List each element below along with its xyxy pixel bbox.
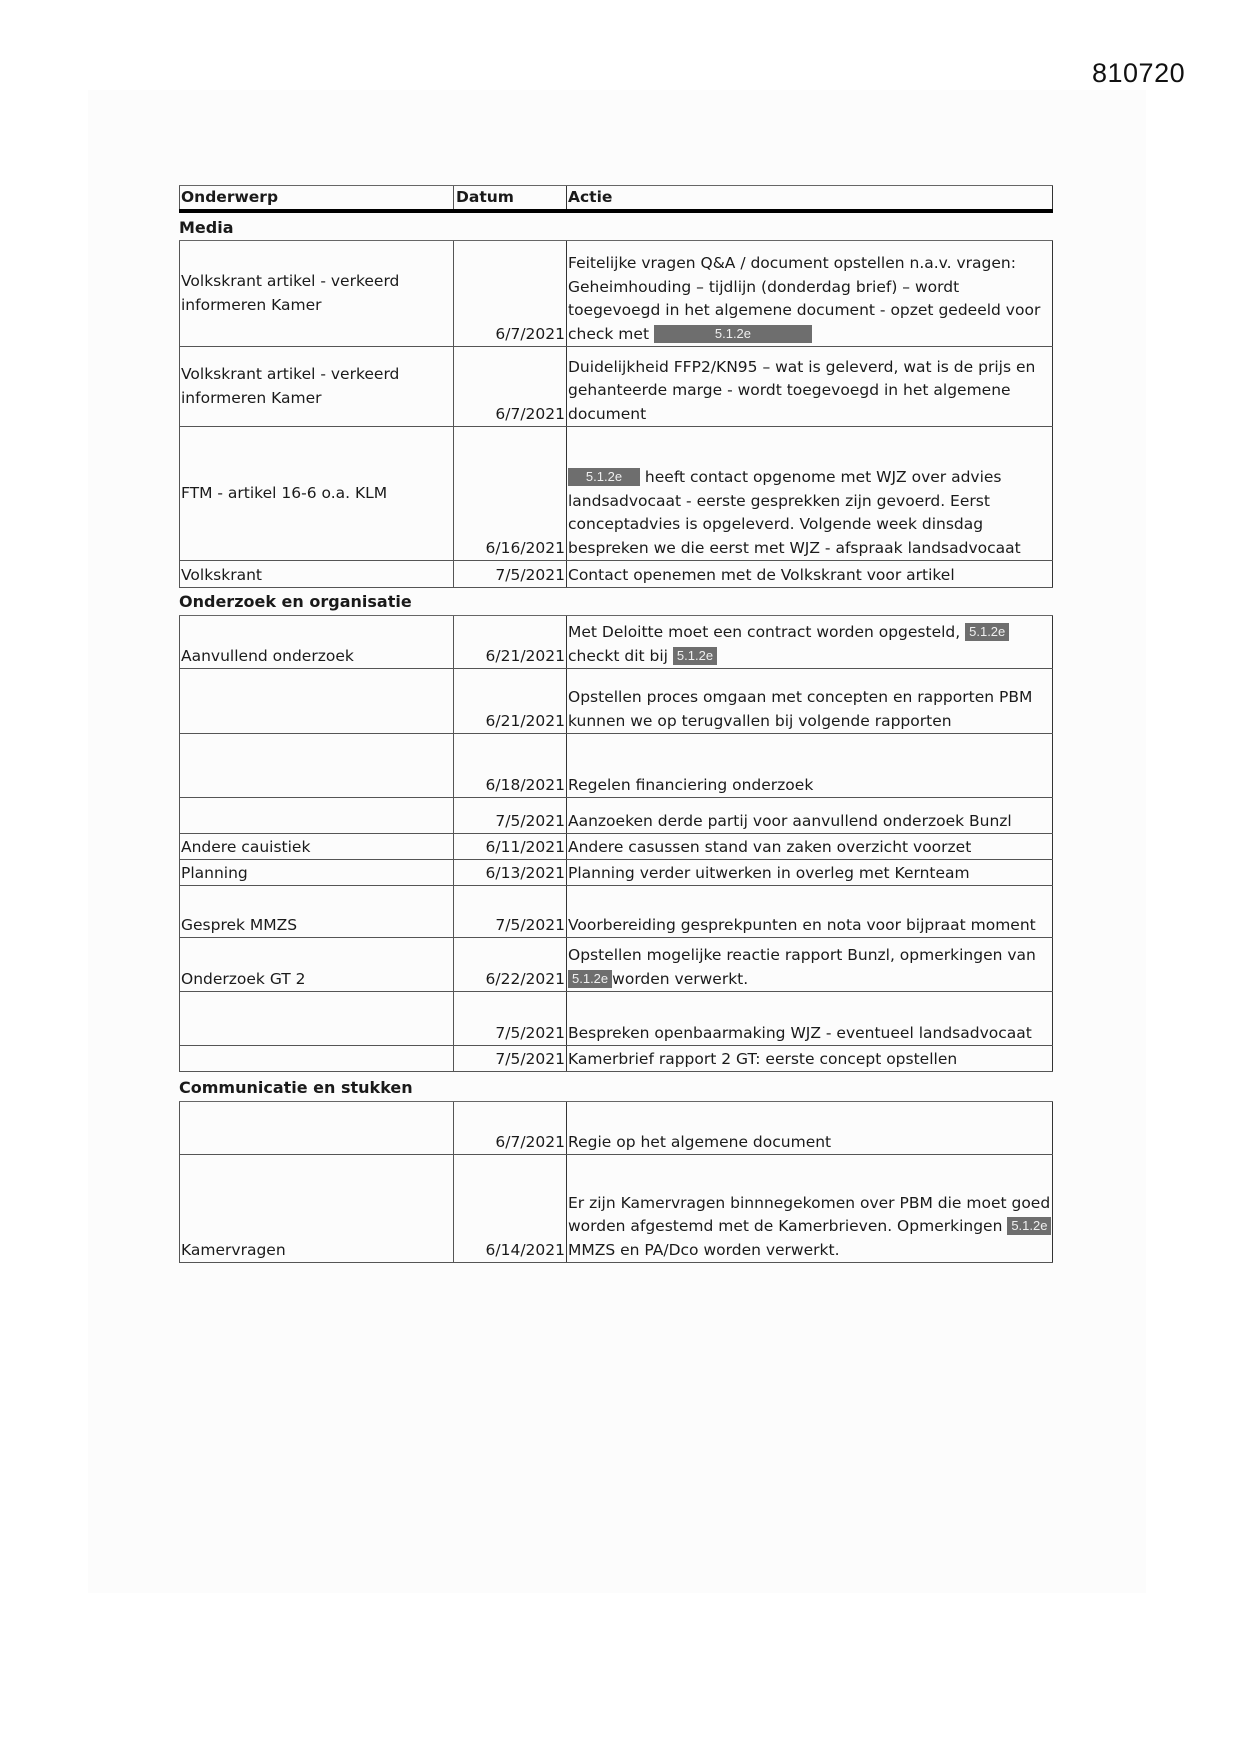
table-row bbox=[179, 561, 1053, 588]
table-row bbox=[179, 734, 1053, 798]
actie-text: Andere casussen stand van zaken overzicht voorzet bbox=[568, 837, 972, 856]
actie-text: Met Deloitte moet een contract worden opgesteld, bbox=[568, 623, 966, 641]
cell-actie bbox=[567, 1102, 1053, 1154]
table-row bbox=[179, 886, 1053, 938]
cell-onderwerp: Onderzoek GT 2 bbox=[179, 938, 454, 991]
redaction-block: 5.1.2e bbox=[965, 623, 1009, 641]
actie-text: checkt dit bij bbox=[568, 646, 673, 665]
actie-text: Er zijn Kamervragen binnnegekomen over PBM die moet goed worden afgestemd met de Kamerbrieven. Opmerkingen bbox=[568, 1193, 1051, 1235]
cell-onderwerp bbox=[179, 1102, 454, 1154]
document-number: 810720 bbox=[1092, 58, 1186, 88]
cell-datum: 6/7/2021 bbox=[454, 241, 567, 346]
table-row bbox=[179, 1155, 1053, 1263]
redaction-block: 5.1.2e bbox=[568, 468, 640, 486]
section-title-onderzoek: Onderzoek en organisatie bbox=[179, 592, 412, 611]
table-row bbox=[179, 798, 1053, 834]
table-row bbox=[179, 427, 1053, 561]
table-row bbox=[179, 1101, 1053, 1155]
cell-actie bbox=[567, 347, 1053, 426]
cell-datum: 6/21/2021 bbox=[454, 616, 567, 668]
cell-actie bbox=[567, 860, 1053, 885]
cell-onderwerp: Planning bbox=[179, 860, 454, 885]
cell-actie bbox=[567, 427, 1053, 560]
cell-actie bbox=[567, 1155, 1053, 1262]
cell-datum: 6/18/2021 bbox=[454, 734, 567, 797]
actie-text: Opstellen proces omgaan met concepten en rapporten PBM kunnen we op terugvallen bij volgende rapporten bbox=[568, 688, 1033, 730]
cell-actie bbox=[567, 798, 1053, 833]
cell-datum: 6/7/2021 bbox=[454, 347, 567, 426]
cell-onderwerp bbox=[179, 1046, 454, 1071]
table-row bbox=[179, 834, 1053, 860]
cell-actie bbox=[567, 734, 1053, 797]
redaction-block: 5.1.2e bbox=[654, 325, 812, 343]
cell-datum: 6/13/2021 bbox=[454, 860, 567, 885]
cell-onderwerp bbox=[179, 992, 454, 1045]
redaction-block: 5.1.2e bbox=[673, 647, 717, 665]
cell-actie bbox=[567, 834, 1053, 859]
cell-actie bbox=[567, 241, 1053, 346]
actie-text: MMZS en PA/Dco worden verwerkt. bbox=[568, 1240, 840, 1259]
cell-onderwerp bbox=[179, 734, 454, 797]
table-row bbox=[179, 347, 1053, 427]
cell-onderwerp bbox=[179, 669, 454, 733]
actie-text: Regie op het algemene document bbox=[568, 1132, 832, 1151]
cell-onderwerp bbox=[179, 798, 454, 833]
actie-text: Feitelijke vragen Q&A / document opstellen n.a.v. vragen: Geheimhouding – tijdlijn (donderdag brief) – wordt toegevoegd in het algemene document - opzet gedeeld voor check met bbox=[568, 254, 1041, 343]
cell-datum: 7/5/2021 bbox=[454, 992, 567, 1045]
cell-actie bbox=[567, 669, 1053, 733]
table-row bbox=[179, 240, 1053, 347]
cell-datum: 6/21/2021 bbox=[454, 669, 567, 733]
cell-actie bbox=[567, 1046, 1053, 1071]
actie-text: worden verwerkt. bbox=[612, 969, 749, 988]
cell-onderwerp: Volkskrant bbox=[179, 561, 454, 587]
cell-datum: 7/5/2021 bbox=[454, 1046, 567, 1071]
cell-onderwerp: Gesprek MMZS bbox=[179, 886, 454, 937]
cell-actie bbox=[567, 561, 1053, 587]
column-header-actie: Actie bbox=[567, 186, 1053, 209]
redaction-block: 5.1.2e bbox=[568, 970, 612, 988]
table-row bbox=[179, 615, 1053, 669]
table-row bbox=[179, 938, 1053, 992]
actie-text: Planning verder uitwerken in overleg met Kernteam bbox=[568, 863, 970, 882]
column-header-onderwerp: Onderwerp bbox=[179, 186, 454, 209]
cell-onderwerp: Andere cauistiek bbox=[179, 834, 454, 859]
cell-datum: 6/7/2021 bbox=[454, 1102, 567, 1154]
cell-datum: 7/5/2021 bbox=[454, 798, 567, 833]
actie-text: Aanzoeken derde partij voor aanvullend onderzoek Bunzl bbox=[568, 811, 1012, 830]
cell-actie bbox=[567, 616, 1053, 668]
cell-actie bbox=[567, 992, 1053, 1045]
actie-text: Regelen financiering onderzoek bbox=[568, 775, 814, 794]
cell-datum: 6/16/2021 bbox=[454, 427, 567, 560]
actie-text: Bespreken openbaarmaking WJZ - eventueel landsadvocaat bbox=[568, 1023, 1032, 1042]
cell-onderwerp: Volkskrant artikel - verkeerd informeren Kamer bbox=[179, 347, 454, 426]
cell-actie bbox=[567, 886, 1053, 937]
actie-text: Duidelijkheid FFP2/KN95 – wat is geleverd, wat is de prijs en gehanteerde marge - wordt toegevoegd in het algemene document bbox=[568, 357, 1036, 423]
actie-text: Voorbereiding gesprekpunten en nota voor bijpraat moment bbox=[568, 915, 1036, 934]
table-row bbox=[179, 860, 1053, 886]
actie-text: Kamerbrief rapport 2 GT: eerste concept opstellen bbox=[568, 1049, 958, 1068]
redaction-block: 5.1.2e bbox=[1007, 1217, 1051, 1235]
cell-onderwerp: Kamervragen bbox=[179, 1155, 454, 1262]
table-row bbox=[179, 669, 1053, 734]
cell-datum: 6/11/2021 bbox=[454, 834, 567, 859]
cell-onderwerp: Aanvullend onderzoek bbox=[179, 616, 454, 668]
cell-datum: 7/5/2021 bbox=[454, 886, 567, 937]
actie-text: Contact openemen met de Volkskrant voor artikel bbox=[568, 565, 955, 584]
cell-actie bbox=[567, 938, 1053, 991]
section-title-media: Media bbox=[179, 218, 234, 237]
table-row bbox=[179, 1046, 1053, 1072]
table-row bbox=[179, 992, 1053, 1046]
cell-datum: 7/5/2021 bbox=[454, 561, 567, 587]
cell-onderwerp: Volkskrant artikel - verkeerd informeren Kamer bbox=[179, 241, 454, 346]
column-header-datum: Datum bbox=[454, 186, 567, 209]
actie-text: heeft contact opgenome met WJZ over advies landsadvocaat - eerste gesprekken zijn gevoerd. Eerst conceptadvies is opgeleverd. Volgende week dinsdag bespreken we die eerst met WJZ - afspraak landsadvocaat bbox=[568, 468, 1021, 557]
cell-datum: 6/14/2021 bbox=[454, 1155, 567, 1262]
section-title-communicatie: Communicatie en stukken bbox=[179, 1078, 413, 1097]
cell-onderwerp: FTM - artikel 16-6 o.a. KLM bbox=[179, 427, 454, 560]
cell-datum: 6/22/2021 bbox=[454, 938, 567, 991]
actie-text: Opstellen mogelijke reactie rapport Bunzl, opmerkingen van bbox=[568, 946, 1036, 964]
